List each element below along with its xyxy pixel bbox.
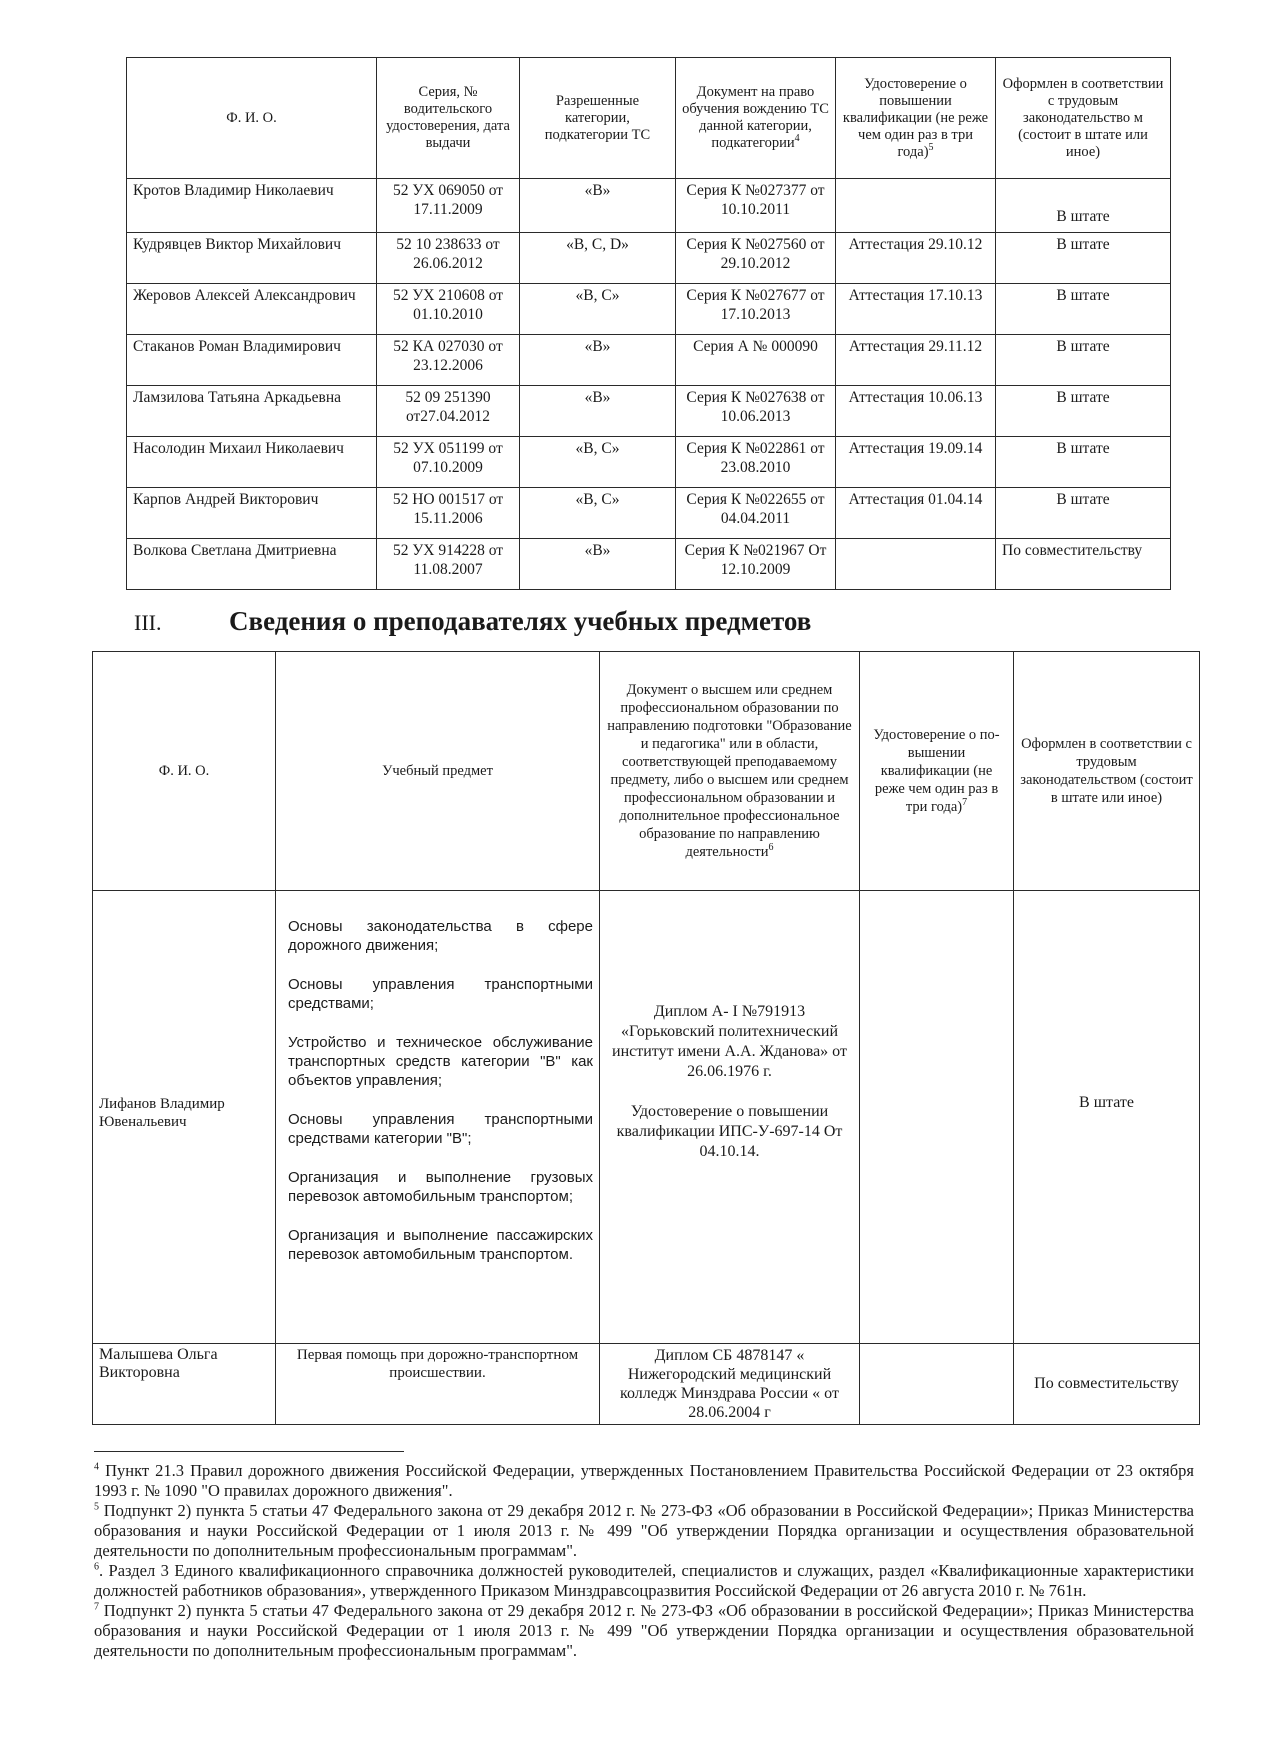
header-certificate-text: Удостоверение о повышении квалификации (не реже чем один раз в три года)	[842, 75, 989, 160]
driver-document: Серия К №021967 От 12.10.2009	[676, 539, 836, 590]
teacher-fio: Лифанов Владимир Ювенальевич	[93, 891, 276, 1344]
header-certificate-text: Удостоверение о по-вышении квалификации (не реже чем один раз в три года)	[873, 727, 1000, 815]
footnote-mark: 5	[94, 1501, 99, 1513]
driver-fio: Жеровов Алексей Александрович	[127, 284, 377, 335]
header-subject: Учебный предмет	[276, 652, 600, 891]
driver-fio: Стаканов Роман Владимирович	[127, 335, 377, 386]
section-title: Сведения о преподавателях учебных предметов	[229, 606, 812, 636]
driver-certificate	[836, 539, 996, 590]
driver-license: 52 НО 001517 от 15.11.2006	[377, 488, 520, 539]
teachers-table	[92, 651, 1200, 1425]
driver-categories: «В»	[520, 335, 676, 386]
table-row	[127, 233, 1171, 284]
driver-document: Серия К №027638 от 10.06.2013	[676, 386, 836, 437]
footnote-ref-4: 4	[794, 133, 800, 145]
table-row	[127, 539, 1171, 590]
subject-item: Основы управления транспортными средствами категории "В";	[288, 1111, 593, 1147]
driver-employment: В штате	[996, 488, 1171, 539]
footnote-text: . Раздел 3 Единого квалификационного справочника должностей руководителей, специалистов и служащих, раздел «Квалификационные характеристики должностей работников образования», утвержденного Приказом Минздравсоцразвития Российской Федерации от 26 августа 2010 г. № 761н.	[94, 1561, 1194, 1600]
driver-fio: Карпов Андрей Викторович	[127, 488, 377, 539]
table-row	[127, 437, 1171, 488]
subject-item: Организация и выполнение пассажирских перевозок автомобильным транспортом.	[288, 1227, 593, 1263]
header-categories: Разрешенные категории, подкатегории ТС	[520, 58, 676, 179]
driver-employment: В штате	[996, 335, 1171, 386]
table-row	[127, 179, 1171, 233]
driver-employment: В штате	[996, 179, 1171, 233]
header-employment: Оформлен в соответствии с трудовым законодательством (состоит в штате или иное)	[1014, 652, 1200, 891]
teacher-diploma: Диплом СБ 4878147 « Нижегородский медицинский колледж Минздрава России « от 28.06.2004 г	[600, 1344, 860, 1425]
header-education-document-text: Документ о высшем или среднем профессиональном образовании по направлению подготовки "Образование и педагогика" или в области, соответствующей преподаваемому предмету, либо о высшем или среднем профессиональном образовании и дополнительное профессиональное образование по направлению деятельности	[607, 682, 852, 860]
driver-categories: «В»	[520, 386, 676, 437]
subject-item: Основы законодательства в сфере дорожного движения;	[288, 918, 593, 954]
footnote-4	[94, 1461, 1194, 1501]
driver-document: Серия А № 000090	[676, 335, 836, 386]
header-fio: Ф. И. О.	[93, 652, 276, 891]
table-row	[127, 284, 1171, 335]
driver-fio: Кудрявцев Виктор Михайлович	[127, 233, 377, 284]
driver-categories: «В»	[520, 539, 676, 590]
header-certificate	[860, 652, 1014, 891]
teacher-certificate	[860, 891, 1014, 1344]
teacher-certificate	[860, 1344, 1014, 1425]
driver-certificate: Аттестация 17.10.13	[836, 284, 996, 335]
teacher-employment: В штате	[1014, 891, 1200, 1344]
teachers-table-header	[93, 652, 1200, 891]
driver-license: 52 10 238633 от 26.06.2012	[377, 233, 520, 284]
driver-fio: Волкова Светлана Дмитриевна	[127, 539, 377, 590]
driver-employment: В штате	[996, 284, 1171, 335]
driver-license: 52 УХ 069050 от 17.11.2009	[377, 179, 520, 233]
drivers-table	[126, 57, 1171, 590]
driver-license: 52 КА 027030 от 23.12.2006	[377, 335, 520, 386]
teacher-fio: Малышева Ольга Викторовна	[93, 1344, 276, 1425]
teacher-diploma-cell	[600, 891, 860, 1344]
driver-license: 52 09 251390 от27.04.2012	[377, 386, 520, 437]
driver-categories: «В, С»	[520, 437, 676, 488]
driver-fio: Ламзилова Татьяна Аркадьевна	[127, 386, 377, 437]
table-row	[93, 891, 1200, 1344]
table-row	[127, 488, 1171, 539]
driver-fio: Кротов Владимир Николаевич	[127, 179, 377, 233]
footnotes	[94, 1461, 1194, 1661]
driver-license: 52 УХ 914228 от 11.08.2007	[377, 539, 520, 590]
driver-document: Серия К №022861 от 23.08.2010	[676, 437, 836, 488]
driver-categories: «В, С»	[520, 488, 676, 539]
driver-employment: В штате	[996, 386, 1171, 437]
footnote-ref-7: 7	[962, 797, 968, 809]
header-training-document-text: Документ на право обучения вождению ТС данной категории, подкатегории	[682, 84, 829, 151]
footnote-6	[94, 1561, 1194, 1601]
driver-employment: В штате	[996, 437, 1171, 488]
driver-document: Серия К №022655 от 04.04.2011	[676, 488, 836, 539]
table-row	[127, 335, 1171, 386]
footnote-text: Подпункт 2) пункта 5 статьи 47 Федерального закона от 29 декабря 2012 г. № 273-ФЗ «Об образовании в Российской Федерации»; Приказ Министерства образования и науки Российской Федерации от 1 июля 2013 г. № 499 "Об утверждении Порядка организации и осуществления образовательной деятельности по дополнительным профессиональным программам".	[94, 1501, 1194, 1560]
driver-license: 52 УХ 210608 от 01.10.2010	[377, 284, 520, 335]
driver-certificate: Аттестация 29.10.12	[836, 233, 996, 284]
driver-categories: «В, С»	[520, 284, 676, 335]
header-certificate	[836, 58, 996, 179]
teacher-employment: По совместительству	[1014, 1344, 1200, 1425]
driver-certificate: Аттестация 29.11.12	[836, 335, 996, 386]
subject-item: Основы управления транспортными средствами;	[288, 976, 593, 1012]
footnote-7	[94, 1601, 1194, 1661]
teacher-qualification: Удостоверение о повышении квалификации ИПС-У-697-14 От 04.10.14.	[616, 1103, 843, 1160]
footnote-mark: 4	[94, 1461, 99, 1473]
driver-categories: «В, С, D»	[520, 233, 676, 284]
footnote-ref-5: 5	[928, 141, 934, 153]
header-fio: Ф. И. О.	[127, 58, 377, 179]
driver-certificate: Аттестация 19.09.14	[836, 437, 996, 488]
section-heading	[134, 606, 811, 637]
footnote-5	[94, 1501, 1194, 1561]
driver-certificate: Аттестация 01.04.14	[836, 488, 996, 539]
header-employment: Оформлен в соответствии с трудовым законодательство м (состоит в штате или иное)	[996, 58, 1171, 179]
footnote-text: Пункт 21.3 Правил дорожного движения Российской Федерации, утвержденных Постановлением Правительства Российской Федерации от 23 октября 1993 г. № 1090 "О правилах дорожного движения".	[94, 1461, 1194, 1500]
footnote-ref-6: 6	[768, 842, 774, 854]
driver-document: Серия К №027377 от 10.10.2011	[676, 179, 836, 233]
teacher-subjects: Первая помощь при дорожно-транспортном происшествии.	[276, 1344, 600, 1425]
header-license: Серия, № водительского удостоверения, дата выдачи	[377, 58, 520, 179]
driver-certificate	[836, 179, 996, 233]
teacher-subjects	[276, 891, 600, 1344]
footnote-separator	[94, 1451, 404, 1452]
drivers-table-header	[127, 58, 1171, 179]
footnote-mark: 6	[94, 1561, 99, 1573]
table-row	[93, 1344, 1200, 1425]
driver-employment: В штате	[996, 233, 1171, 284]
driver-document: Серия К №027677 от 17.10.2013	[676, 284, 836, 335]
driver-license: 52 УХ 051199 от 07.10.2009	[377, 437, 520, 488]
footnote-text: Подпункт 2) пункта 5 статьи 47 Федерального закона от 29 декабря 2012 г. № 273-ФЗ «Об образовании в российской Федерации»; Приказ Министерства образования и науки Российской Федерации от 1 июля 2013 г. № 499 "Об утверждении Порядка организации и осуществления образовательной деятельности по дополнительным профессиональным программам".	[94, 1601, 1194, 1660]
header-training-document	[676, 58, 836, 179]
table-row	[127, 386, 1171, 437]
driver-document: Серия К №027560 от 29.10.2012	[676, 233, 836, 284]
driver-categories: «В»	[520, 179, 676, 233]
driver-fio: Насолодин Михаил Николаевич	[127, 437, 377, 488]
subject-item: Организация и выполнение грузовых перевозок автомобильным транспортом;	[288, 1169, 593, 1205]
driver-certificate: Аттестация 10.06.13	[836, 386, 996, 437]
header-education-document	[600, 652, 860, 891]
teacher-diploma: Диплом А- I №791913 «Горьковский политехнический институт имени А.А. Жданова» от 26.06.1976 г.	[612, 1003, 847, 1080]
driver-employment: По совместительству	[996, 539, 1171, 590]
section-number: III.	[134, 610, 162, 635]
subject-item: Устройство и техническое обслуживание транспортных средств категории "В" как объектов управления;	[288, 1034, 593, 1089]
footnote-mark: 7	[94, 1601, 99, 1613]
